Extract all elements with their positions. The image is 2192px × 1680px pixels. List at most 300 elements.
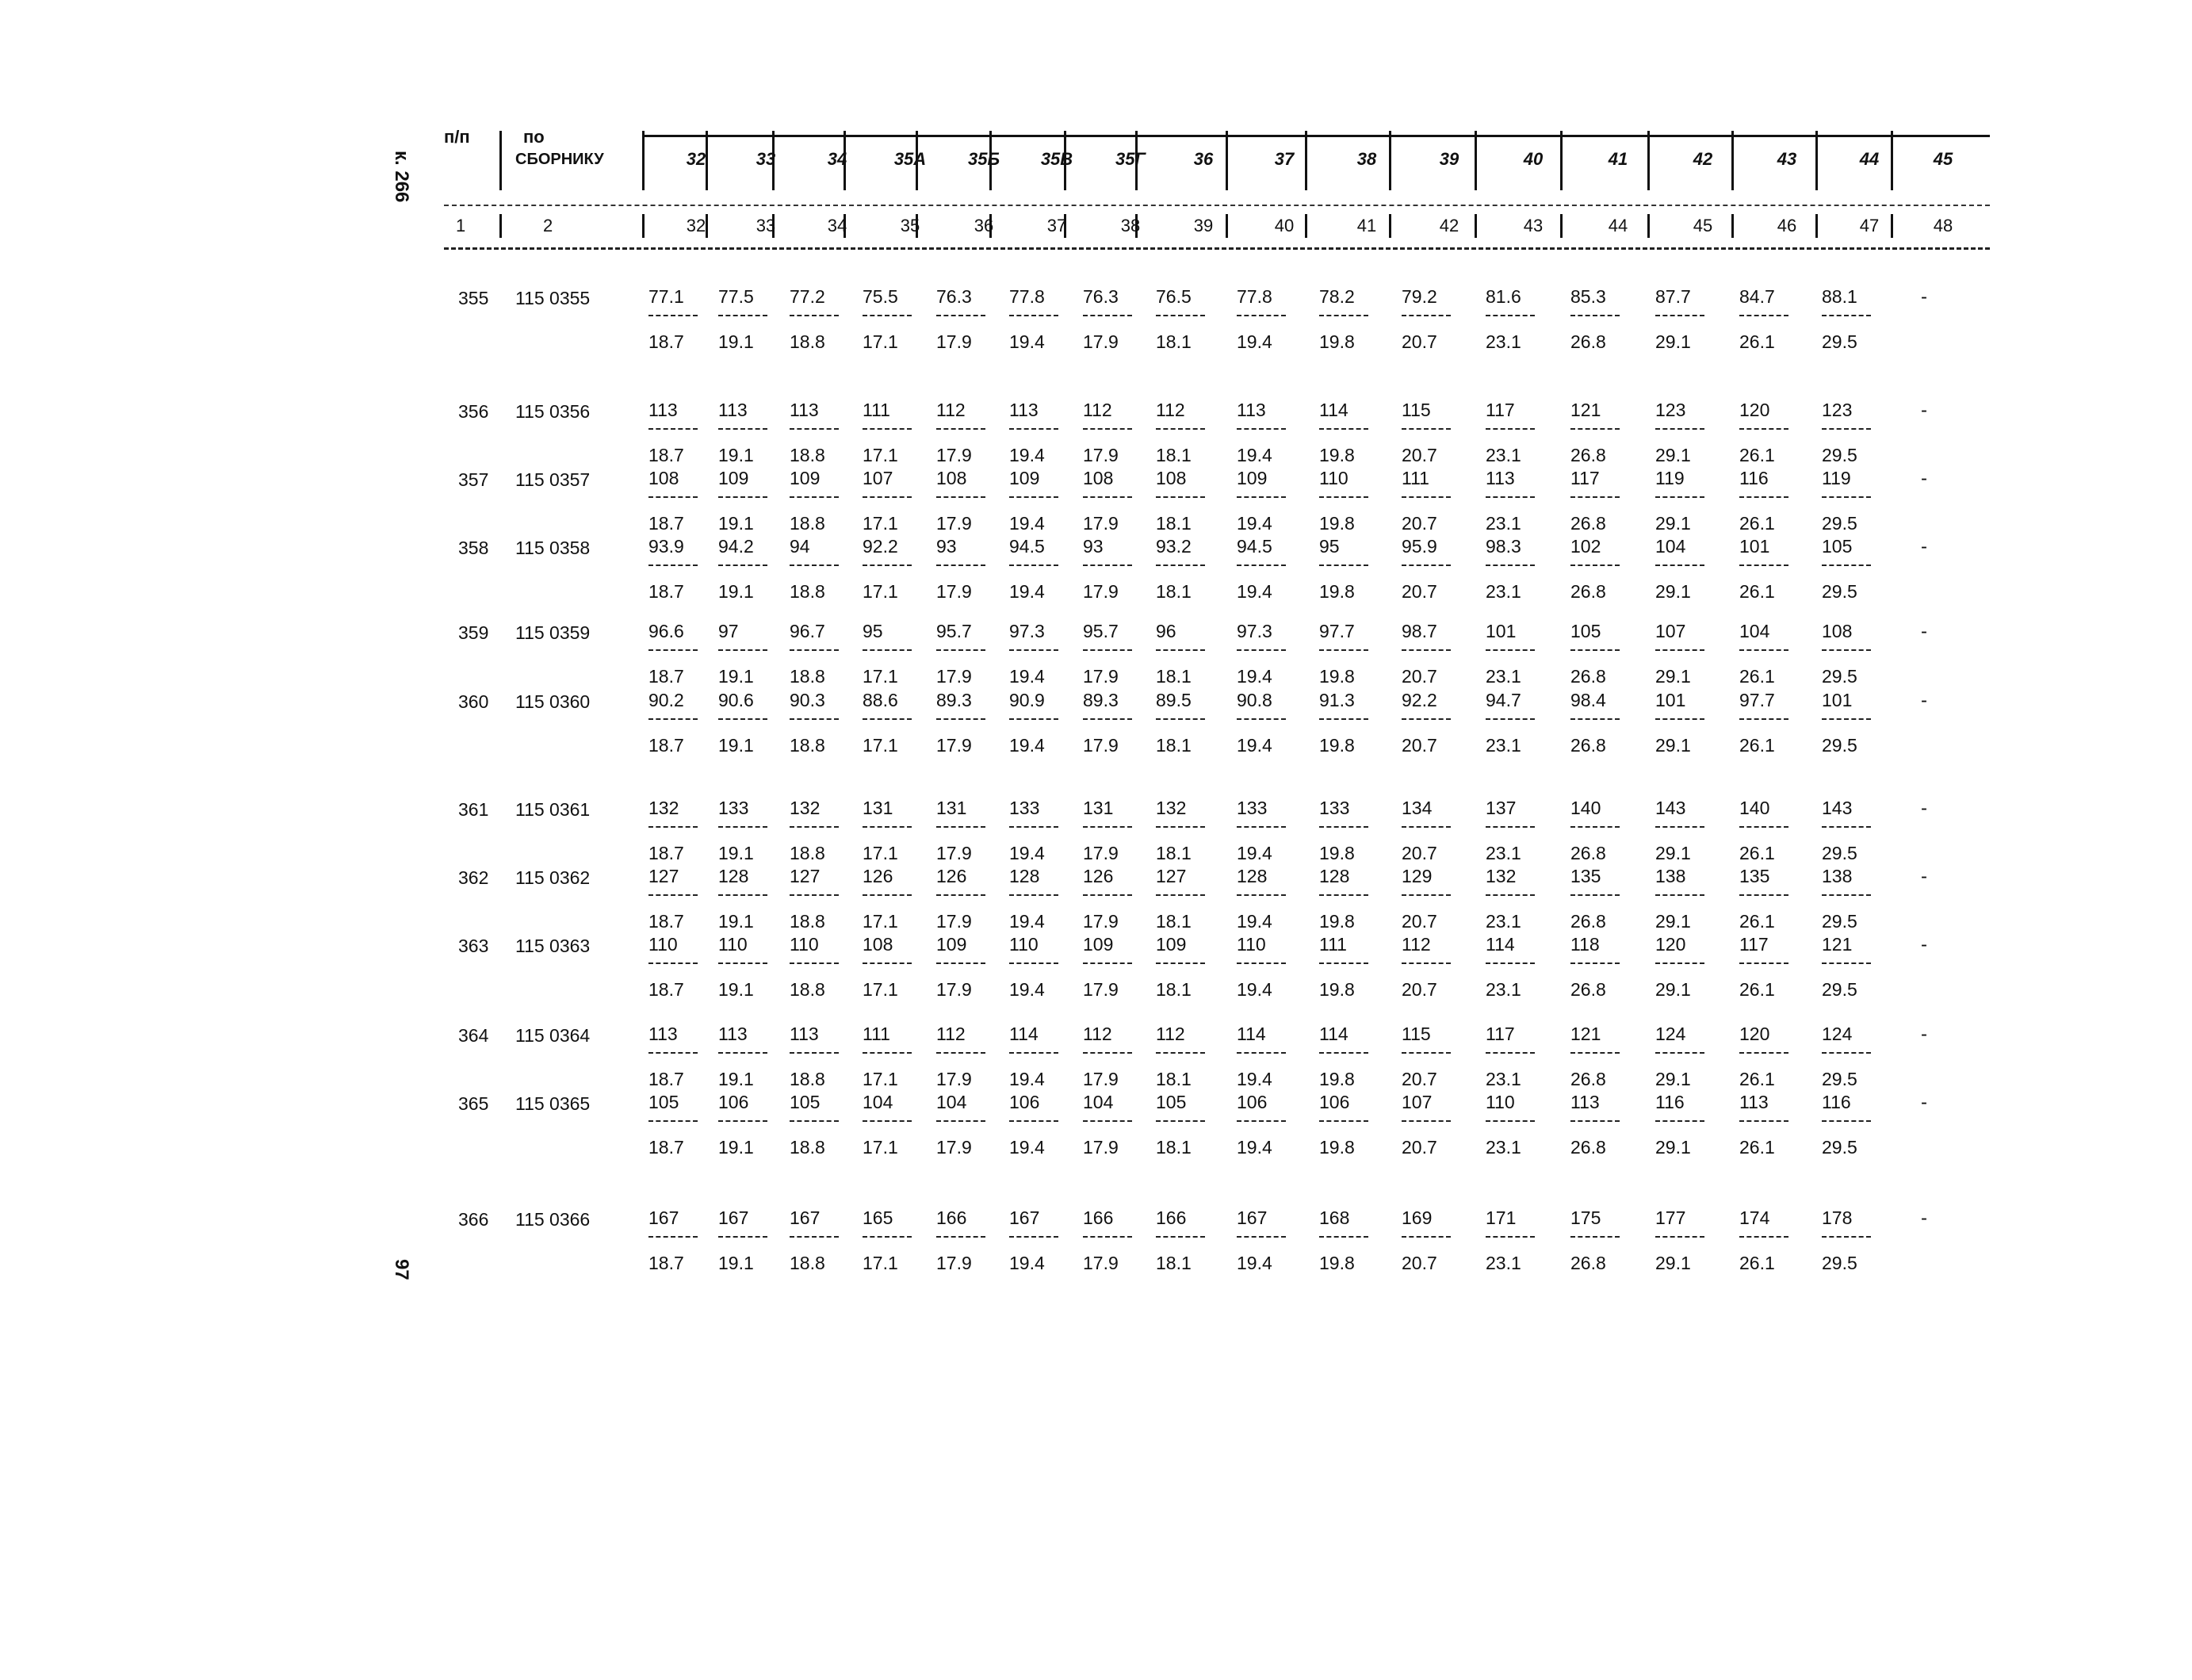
row-code: 115 0359 [515, 622, 591, 643]
fraction-denominator: 29.5 [1822, 735, 1857, 756]
fraction-denominator: 17.1 [863, 735, 898, 756]
fraction-cell [1004, 1207, 1068, 1276]
fraction-bar [1486, 894, 1535, 896]
fraction-denominator: 19.4 [1237, 979, 1272, 1000]
fraction-bar [648, 826, 698, 828]
fraction-denominator: 17.1 [863, 1069, 898, 1089]
fraction-cell [1397, 1092, 1460, 1161]
fraction-bar [1156, 826, 1205, 828]
fraction-numerator: 101 [1655, 690, 1686, 710]
row-empty-value: - [1921, 621, 1927, 642]
fraction-bar [1822, 718, 1871, 720]
fraction-denominator: 19.4 [1237, 1069, 1272, 1089]
fraction-cell [1078, 1092, 1142, 1161]
fraction-denominator: 18.8 [790, 331, 825, 352]
header-col-label: 40 [1523, 149, 1544, 169]
fraction-cell [1651, 1024, 1714, 1093]
header-col-label: 36 [1193, 149, 1214, 169]
header-col-index: 44 [1608, 216, 1628, 235]
fraction-cell [1232, 866, 1295, 935]
fraction-cell [1735, 1092, 1798, 1161]
fraction-numerator: 88.1 [1822, 286, 1857, 307]
fraction-numerator: 123 [1655, 400, 1686, 420]
fraction-bar [718, 1120, 767, 1122]
fraction-cell [1232, 1024, 1295, 1093]
fraction-bar [936, 1120, 985, 1122]
fraction-denominator: 20.7 [1402, 911, 1437, 932]
fraction-cell [1397, 400, 1460, 469]
header-bottom-rule [444, 247, 1990, 250]
fraction-denominator: 29.1 [1655, 513, 1691, 534]
fraction-denominator: 26.8 [1570, 331, 1606, 352]
fraction-denominator: 20.7 [1402, 513, 1437, 534]
fraction-bar [1655, 718, 1704, 720]
fraction-cell [932, 934, 995, 1003]
fraction-cell [644, 400, 707, 469]
header-col-label: 42 [1693, 149, 1713, 169]
fraction-denominator: 19.4 [1009, 1253, 1045, 1273]
fraction-bar [718, 962, 767, 964]
fraction-numerator: 166 [1083, 1207, 1114, 1228]
fraction-bar [1083, 894, 1132, 896]
fraction-bar [1486, 1120, 1535, 1122]
fraction-cell [858, 536, 921, 605]
fraction-numerator: 120 [1655, 934, 1686, 955]
fraction-denominator: 29.5 [1822, 1069, 1857, 1089]
fraction-cell [785, 621, 848, 690]
fraction-numerator: 167 [1237, 1207, 1268, 1228]
fraction-numerator: 113 [648, 1024, 678, 1044]
fraction-denominator: 26.1 [1739, 979, 1775, 1000]
fraction-bar [936, 718, 985, 720]
fraction-cell [644, 621, 707, 690]
row-number: 355 [458, 288, 489, 308]
fraction-bar [790, 428, 839, 430]
fraction-bar [936, 894, 985, 896]
header-col-index: 45 [1693, 216, 1713, 235]
fraction-cell [1397, 866, 1460, 935]
fraction-cell [644, 286, 707, 355]
fraction-denominator: 17.9 [1083, 1137, 1119, 1158]
fraction-denominator: 19.8 [1319, 445, 1355, 465]
fraction-cell [1004, 934, 1068, 1003]
fraction-bar [718, 496, 767, 498]
fraction-cell [1004, 798, 1068, 867]
fraction-cell [1232, 400, 1295, 469]
fraction-denominator: 29.5 [1822, 513, 1857, 534]
header-col-separator [1815, 214, 1818, 238]
fraction-numerator: 132 [790, 798, 821, 818]
fraction-cell [1566, 400, 1629, 469]
fraction-denominator: 17.9 [936, 911, 972, 932]
fraction-cell [1314, 286, 1378, 355]
fraction-numerator: 90.2 [648, 690, 684, 710]
fraction-cell [1397, 286, 1460, 355]
fraction-denominator: 19.8 [1319, 979, 1355, 1000]
fraction-denominator: 19.4 [1237, 513, 1272, 534]
fraction-bar [1237, 894, 1286, 896]
fraction-denominator: 29.5 [1822, 331, 1857, 352]
header-col-index: 46 [1777, 216, 1797, 235]
fraction-cell [644, 934, 707, 1003]
fraction-cell [713, 934, 777, 1003]
fraction-numerator: 97.3 [1237, 621, 1272, 641]
fraction-numerator: 112 [1083, 1024, 1112, 1044]
fraction-cell [1004, 536, 1068, 605]
fraction-denominator: 26.8 [1570, 513, 1606, 534]
fraction-cell [785, 1207, 848, 1276]
header-col-label: 41 [1608, 149, 1628, 169]
header-col-number-label: п/п [444, 127, 470, 147]
header-col-index: 37 [1046, 216, 1067, 235]
fraction-denominator: 17.1 [863, 1137, 898, 1158]
fraction-denominator: 18.7 [648, 911, 684, 932]
fraction-cell [932, 1092, 995, 1161]
fraction-cell [1232, 1207, 1295, 1276]
fraction-cell [1735, 286, 1798, 355]
header-col-label: 35Б [967, 149, 1000, 169]
fraction-numerator: 111 [863, 400, 890, 420]
fraction-denominator: 17.9 [1083, 666, 1119, 687]
fraction-numerator: 113 [1570, 1092, 1600, 1112]
fraction-cell [1232, 536, 1295, 605]
fraction-numerator: 133 [1319, 798, 1350, 818]
fraction-denominator: 20.7 [1402, 331, 1437, 352]
fraction-cell [1817, 866, 1880, 935]
fraction-denominator: 26.8 [1570, 1069, 1606, 1089]
fraction-bar [1009, 718, 1058, 720]
fraction-bar [790, 718, 839, 720]
fraction-bar [648, 1052, 698, 1054]
fraction-denominator: 19.4 [1009, 911, 1045, 932]
fraction-cell [1817, 690, 1880, 759]
fraction-cell [1817, 468, 1880, 537]
fraction-bar [1822, 428, 1871, 430]
fraction-numerator: 140 [1570, 798, 1601, 818]
fraction-bar [1237, 826, 1286, 828]
fraction-numerator: 93.2 [1156, 536, 1192, 557]
fraction-cell [1397, 690, 1460, 759]
fraction-cell [1481, 1092, 1544, 1161]
fraction-bar [1156, 894, 1205, 896]
fraction-numerator: 95.9 [1402, 536, 1437, 557]
fraction-numerator: 128 [1319, 866, 1350, 886]
fraction-cell [1151, 621, 1215, 690]
fraction-bar [1156, 428, 1205, 430]
fraction-denominator: 26.1 [1739, 445, 1775, 465]
fraction-denominator: 26.8 [1570, 1253, 1606, 1273]
header-col-separator [1815, 131, 1818, 190]
fraction-cell [1151, 1024, 1215, 1093]
fraction-cell [644, 468, 707, 537]
fraction-numerator: 117 [1739, 934, 1769, 955]
fraction-bar [718, 826, 767, 828]
fraction-cell [713, 468, 777, 537]
fraction-cell [1651, 798, 1714, 867]
fraction-numerator: 131 [936, 798, 967, 818]
fraction-numerator: 115 [1402, 400, 1431, 420]
fraction-numerator: 131 [863, 798, 893, 818]
fraction-numerator: 126 [1083, 866, 1114, 886]
fraction-numerator: 131 [1083, 798, 1114, 818]
fraction-numerator: 127 [1156, 866, 1187, 886]
fraction-numerator: 132 [1486, 866, 1517, 886]
fraction-denominator: 17.9 [1083, 1069, 1119, 1089]
fraction-numerator: 85.3 [1570, 286, 1606, 307]
fraction-denominator: 19.1 [718, 843, 754, 863]
fraction-bar [718, 1052, 767, 1054]
fraction-cell [1004, 866, 1068, 935]
fraction-cell [1566, 798, 1629, 867]
fraction-numerator: 135 [1570, 866, 1601, 886]
fraction-cell [1314, 690, 1378, 759]
fraction-numerator: 105 [1570, 621, 1601, 641]
fraction-bar [718, 718, 767, 720]
fraction-bar [1655, 826, 1704, 828]
fraction-denominator: 26.8 [1570, 445, 1606, 465]
fraction-numerator: 94.5 [1237, 536, 1272, 557]
fraction-denominator: 29.1 [1655, 911, 1691, 932]
fraction-denominator: 23.1 [1486, 1069, 1521, 1089]
fraction-cell [1735, 621, 1798, 690]
fraction-bar [936, 428, 985, 430]
row-empty-value: - [1921, 866, 1927, 887]
fraction-cell [858, 1092, 921, 1161]
fraction-bar [1009, 894, 1058, 896]
fraction-bar [863, 649, 912, 651]
fraction-numerator: 106 [1237, 1092, 1268, 1112]
fraction-denominator: 19.1 [718, 513, 754, 534]
fraction-numerator: 93 [936, 536, 957, 557]
fraction-numerator: 167 [790, 1207, 821, 1228]
fraction-bar [1570, 962, 1620, 964]
fraction-bar [1083, 1120, 1132, 1122]
fraction-denominator: 29.5 [1822, 843, 1857, 863]
fraction-bar [936, 826, 985, 828]
row-number: 364 [458, 1025, 489, 1046]
fraction-denominator: 17.9 [936, 513, 972, 534]
fraction-denominator: 29.5 [1822, 911, 1857, 932]
fraction-numerator: 106 [1319, 1092, 1350, 1112]
fraction-numerator: 109 [1156, 934, 1187, 955]
fraction-denominator: 19.4 [1237, 1137, 1272, 1158]
fraction-numerator: 119 [1822, 468, 1851, 488]
fraction-bar [1319, 718, 1368, 720]
fraction-bar [1570, 1052, 1620, 1054]
fraction-numerator: 90.6 [718, 690, 754, 710]
fraction-denominator: 19.4 [1237, 666, 1272, 687]
fraction-numerator: 94.2 [718, 536, 754, 557]
fraction-cell [1651, 1092, 1714, 1161]
fraction-cell [1817, 1207, 1880, 1276]
fraction-denominator: 23.1 [1486, 666, 1521, 687]
fraction-cell [1232, 468, 1295, 537]
fraction-bar [790, 1120, 839, 1122]
fraction-bar [1570, 1120, 1620, 1122]
fraction-cell [785, 1092, 848, 1161]
fraction-denominator: 17.1 [863, 513, 898, 534]
fraction-denominator: 26.8 [1570, 911, 1606, 932]
fraction-cell [1481, 536, 1544, 605]
fraction-cell [1004, 1092, 1068, 1161]
fraction-cell [1397, 1024, 1460, 1093]
fraction-cell [932, 536, 995, 605]
fraction-bar [1237, 564, 1286, 566]
fraction-bar [1570, 496, 1620, 498]
fraction-denominator: 17.1 [863, 331, 898, 352]
fraction-numerator: 118 [1570, 934, 1600, 955]
fraction-bar [863, 1120, 912, 1122]
fraction-bar [1237, 962, 1286, 964]
fraction-denominator: 18.7 [648, 843, 684, 863]
fraction-bar [1156, 496, 1205, 498]
header-col-label: 39 [1439, 149, 1459, 169]
fraction-numerator: 95.7 [1083, 621, 1119, 641]
fraction-bar [1237, 428, 1286, 430]
fraction-numerator: 104 [863, 1092, 893, 1112]
fraction-cell [858, 468, 921, 537]
fraction-denominator: 19.1 [718, 445, 754, 465]
fraction-cell [858, 621, 921, 690]
fraction-numerator: 117 [1486, 400, 1515, 420]
fraction-numerator: 113 [790, 1024, 819, 1044]
fraction-denominator: 29.1 [1655, 445, 1691, 465]
fraction-bar [648, 496, 698, 498]
fraction-numerator: 108 [648, 468, 679, 488]
fraction-cell [1397, 798, 1460, 867]
fraction-bar [1402, 1052, 1451, 1054]
header-col-separator [1475, 131, 1477, 190]
fraction-cell [932, 1207, 995, 1276]
fraction-denominator: 19.8 [1319, 735, 1355, 756]
row-empty-value: - [1921, 1207, 1927, 1229]
fraction-bar [648, 962, 698, 964]
fraction-bar [1156, 718, 1205, 720]
fraction-bar [1739, 894, 1788, 896]
fraction-numerator: 110 [1009, 934, 1039, 955]
fraction-numerator: 133 [1009, 798, 1040, 818]
fraction-cell [1314, 536, 1378, 605]
fraction-numerator: 106 [1009, 1092, 1040, 1112]
fraction-numerator: 112 [1156, 1024, 1185, 1044]
fraction-denominator: 29.5 [1822, 1137, 1857, 1158]
fraction-denominator: 18.7 [648, 979, 684, 1000]
fraction-denominator: 19.1 [718, 1069, 754, 1089]
fraction-denominator: 29.1 [1655, 1069, 1691, 1089]
fraction-numerator: 107 [1402, 1092, 1433, 1112]
header-col-index: 41 [1356, 216, 1377, 235]
fraction-bar [1319, 1120, 1368, 1122]
fraction-numerator: 112 [936, 400, 966, 420]
fraction-numerator: 77.8 [1237, 286, 1272, 307]
fraction-cell [932, 468, 995, 537]
fraction-cell [1735, 690, 1798, 759]
fraction-denominator: 19.4 [1237, 331, 1272, 352]
fraction-bar [1739, 962, 1788, 964]
fraction-numerator: 77.5 [718, 286, 754, 307]
fraction-denominator: 17.9 [936, 331, 972, 352]
header-col-label: 44 [1859, 149, 1880, 169]
fraction-denominator: 19.4 [1009, 1069, 1045, 1089]
row-number: 362 [458, 867, 489, 888]
fraction-numerator: 97.7 [1739, 690, 1775, 710]
fraction-numerator: 127 [790, 866, 821, 886]
fraction-denominator: 17.9 [1083, 979, 1119, 1000]
fraction-bar [1402, 649, 1451, 651]
fraction-denominator: 26.1 [1739, 735, 1775, 756]
fraction-bar [1739, 1120, 1788, 1122]
fraction-numerator: 133 [718, 798, 749, 818]
fraction-numerator: 91.3 [1319, 690, 1355, 710]
fraction-denominator: 18.8 [790, 666, 825, 687]
fraction-denominator: 18.8 [790, 911, 825, 932]
fraction-bar [648, 1120, 698, 1122]
fraction-numerator: 90.3 [790, 690, 825, 710]
fraction-denominator: 19.4 [1009, 445, 1045, 465]
fraction-numerator: 121 [1570, 1024, 1601, 1044]
header-index-2: 2 [543, 216, 553, 235]
fraction-denominator: 23.1 [1486, 445, 1521, 465]
fraction-denominator: 17.9 [936, 735, 972, 756]
fraction-cell [858, 798, 921, 867]
fraction-numerator: 111 [1319, 934, 1347, 955]
fraction-bar [1402, 894, 1451, 896]
fraction-cell [1735, 1207, 1798, 1276]
fraction-cell [1078, 536, 1142, 605]
fraction-numerator: 110 [648, 934, 678, 955]
fraction-bar [1083, 962, 1132, 964]
fraction-cell [1566, 934, 1629, 1003]
fraction-numerator: 79.2 [1402, 286, 1437, 307]
fraction-numerator: 113 [1486, 468, 1515, 488]
fraction-numerator: 121 [1570, 400, 1601, 420]
fraction-bar [1402, 962, 1451, 964]
fraction-denominator: 20.7 [1402, 445, 1437, 465]
fraction-bar [1319, 428, 1368, 430]
fraction-numerator: 109 [936, 934, 967, 955]
fraction-denominator: 19.4 [1009, 331, 1045, 352]
fraction-cell [1481, 1207, 1544, 1276]
fraction-denominator: 29.1 [1655, 843, 1691, 863]
fraction-numerator: 119 [1655, 468, 1685, 488]
fraction-cell [1735, 934, 1798, 1003]
fraction-cell [1078, 934, 1142, 1003]
fraction-numerator: 94 [790, 536, 810, 557]
fraction-denominator: 26.1 [1739, 843, 1775, 863]
fraction-numerator: 112 [936, 1024, 966, 1044]
fraction-numerator: 110 [790, 934, 819, 955]
fraction-cell [1735, 798, 1798, 867]
fraction-bar [1486, 496, 1535, 498]
fraction-numerator: 87.7 [1655, 286, 1691, 307]
fraction-numerator: 171 [1486, 1207, 1517, 1228]
fraction-denominator: 17.1 [863, 445, 898, 465]
fraction-denominator: 26.8 [1570, 735, 1606, 756]
fraction-bar [718, 564, 767, 566]
fraction-denominator: 17.9 [1083, 1253, 1119, 1273]
fraction-denominator: 19.1 [718, 979, 754, 1000]
fraction-denominator: 19.4 [1009, 979, 1045, 1000]
fraction-cell [1151, 400, 1215, 469]
row-code: 115 0356 [515, 401, 591, 422]
fraction-bar [936, 649, 985, 651]
fraction-cell [1314, 798, 1378, 867]
header-col-separator [1475, 214, 1477, 238]
fraction-bar [1655, 564, 1704, 566]
fraction-denominator: 17.9 [1083, 843, 1119, 863]
fraction-numerator: 96.6 [648, 621, 684, 641]
header-col-index: 39 [1193, 216, 1214, 235]
